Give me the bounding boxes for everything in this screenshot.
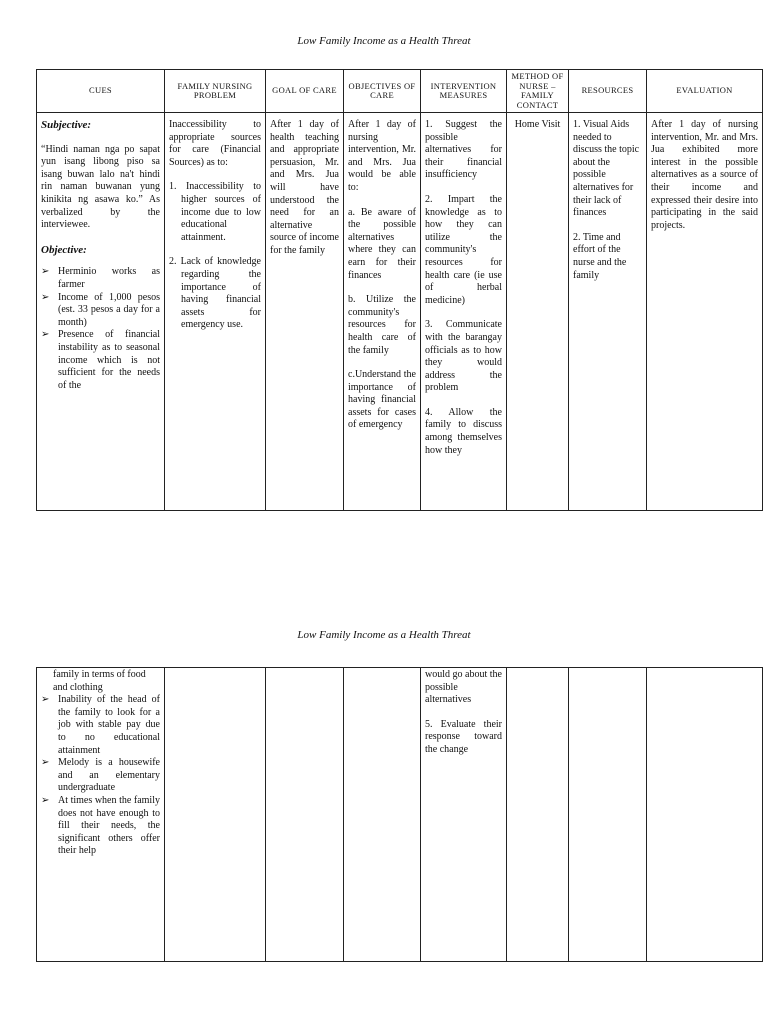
objectives-intro: After 1 day of nursing intervention, Mr. and Mrs. Jua would be able to: <box>348 119 416 193</box>
problem-cell <box>165 668 266 962</box>
arrow-bullet-icon: ➢ <box>41 266 50 278</box>
header-objectives: OBJECTIVES OF CARE <box>344 70 421 113</box>
problem-item: 1. Inaccessibility to higher sources of income due to low educational attainment. <box>169 181 261 243</box>
list-item: ➢ Income of 1,000 pesos (est. 33 pesos a day for a month) <box>41 291 160 328</box>
page-title: Low Family Income as a Health Threat <box>297 35 471 47</box>
interventions-cell <box>421 113 507 511</box>
header-interventions: INTERVENTION MEASURES <box>421 70 507 113</box>
header-resources: RESOURCES <box>569 70 647 113</box>
objective-item: c.Understand the importance of having financial assets for cases of emergency <box>348 369 416 431</box>
problem-item: 2. Lack of knowledge regarding the importance of having financial assets for emergency use. <box>169 256 261 331</box>
list-item: ➢ Presence of financial instability as to seasonal income which is not sufficient for the needs of the <box>41 329 160 391</box>
intervention-item: 1. Suggest the possible alternatives for their financial insufficiency <box>425 119 502 181</box>
intervention-item: would go about the possible alternatives <box>425 669 502 706</box>
list-item: ➢ Melody is a housewife and an elementary undergraduate <box>41 757 160 794</box>
objectives-cell <box>344 113 421 511</box>
cues-cell <box>37 668 165 962</box>
nursing-care-plan-table-continued <box>36 667 763 962</box>
intervention-item: 2. Impart the knowledge as to how they can utilize the community's resources for health care (ie use of herbal medicine) <box>425 193 502 306</box>
subjective-quote: “Hindi naman nga po sapat yun isang libong piso sa isang buwan lalo na't hindi rin naman buwanan yung kinikita ng asawa ko.” As verbalized by the interviewee. <box>41 143 160 231</box>
list-item: ➢ Herminio works as farmer <box>41 266 160 290</box>
intervention-item: 3. Communicate with the barangay officials as to how they would address the problem <box>425 319 502 394</box>
problem-cell <box>165 113 266 511</box>
arrow-bullet-icon: ➢ <box>41 757 50 769</box>
page-title: Low Family Income as a Health Threat <box>297 629 471 641</box>
table-row <box>37 668 763 962</box>
method-cell <box>507 113 569 511</box>
intervention-item: 4. Allow the family to discuss among themselves how they <box>425 406 502 456</box>
problem-intro: Inaccessibility to appropriate sources for care (Financial Sources) as to: <box>169 119 261 168</box>
subjective-label: Subjective: <box>41 119 92 131</box>
resource-item: 1. Visual Aids needed to discuss the topic about the possible alternatives for their lack of finances <box>573 119 640 219</box>
goal-text: After 1 day of health teaching and appropriate persuasion, Mr. and Mrs. Jua will have understood the need for an alternative source of income for the family <box>270 119 339 256</box>
resource-item: 2. Time and effort of the nurse and the family <box>573 231 627 281</box>
objective-item: a. Be aware of the possible alternatives where they can earn for their finances <box>348 206 416 281</box>
resources-cell <box>569 113 647 511</box>
header-problem: FAMILY NURSING PROBLEM <box>165 70 266 113</box>
evaluation-cell <box>647 113 763 511</box>
header-row <box>37 70 763 113</box>
method-text: Home Visit <box>514 119 561 130</box>
method-cell <box>507 668 569 962</box>
header-goal: GOAL OF CARE <box>266 70 344 113</box>
header-cues: CUES <box>37 70 165 113</box>
arrow-bullet-icon: ➢ <box>41 694 50 706</box>
goal-cell <box>266 113 344 511</box>
arrow-bullet-icon: ➢ <box>41 794 50 806</box>
arrow-bullet-icon: ➢ <box>41 329 50 341</box>
table-row <box>37 113 763 511</box>
interventions-cell <box>421 668 507 962</box>
objectives-cell <box>344 668 421 962</box>
resources-cell <box>569 668 647 962</box>
list-item: ➢ At times when the family does not have enough to fill their needs, the significant others offer their help <box>41 794 160 857</box>
goal-cell <box>266 668 344 962</box>
evaluation-cell <box>647 668 763 962</box>
arrow-bullet-icon: ➢ <box>41 291 50 303</box>
header-evaluation: EVALUATION <box>647 70 763 113</box>
nursing-care-plan-table <box>36 69 763 511</box>
list-item: ➢ Inability of the head of the family to look for a job with stable pay due to no educational attainment <box>41 694 160 756</box>
cues-continued: family in terms of food and clothing <box>53 669 146 693</box>
cues-cell <box>37 113 165 511</box>
header-method: METHOD OF NURSE –FAMILY CONTACT <box>507 70 569 113</box>
objective-item: b. Utilize the community's resources for health care of the family <box>348 294 416 356</box>
evaluation-text: After 1 day of nursing intervention, Mr. and Mrs. Jua exhibited more interest in the possible alternatives as a source of their income and expressed their desire into participating in the said projects. <box>651 119 758 231</box>
objective-label: Objective: <box>41 243 87 256</box>
intervention-item: 5. Evaluate their response toward the change <box>425 718 502 755</box>
